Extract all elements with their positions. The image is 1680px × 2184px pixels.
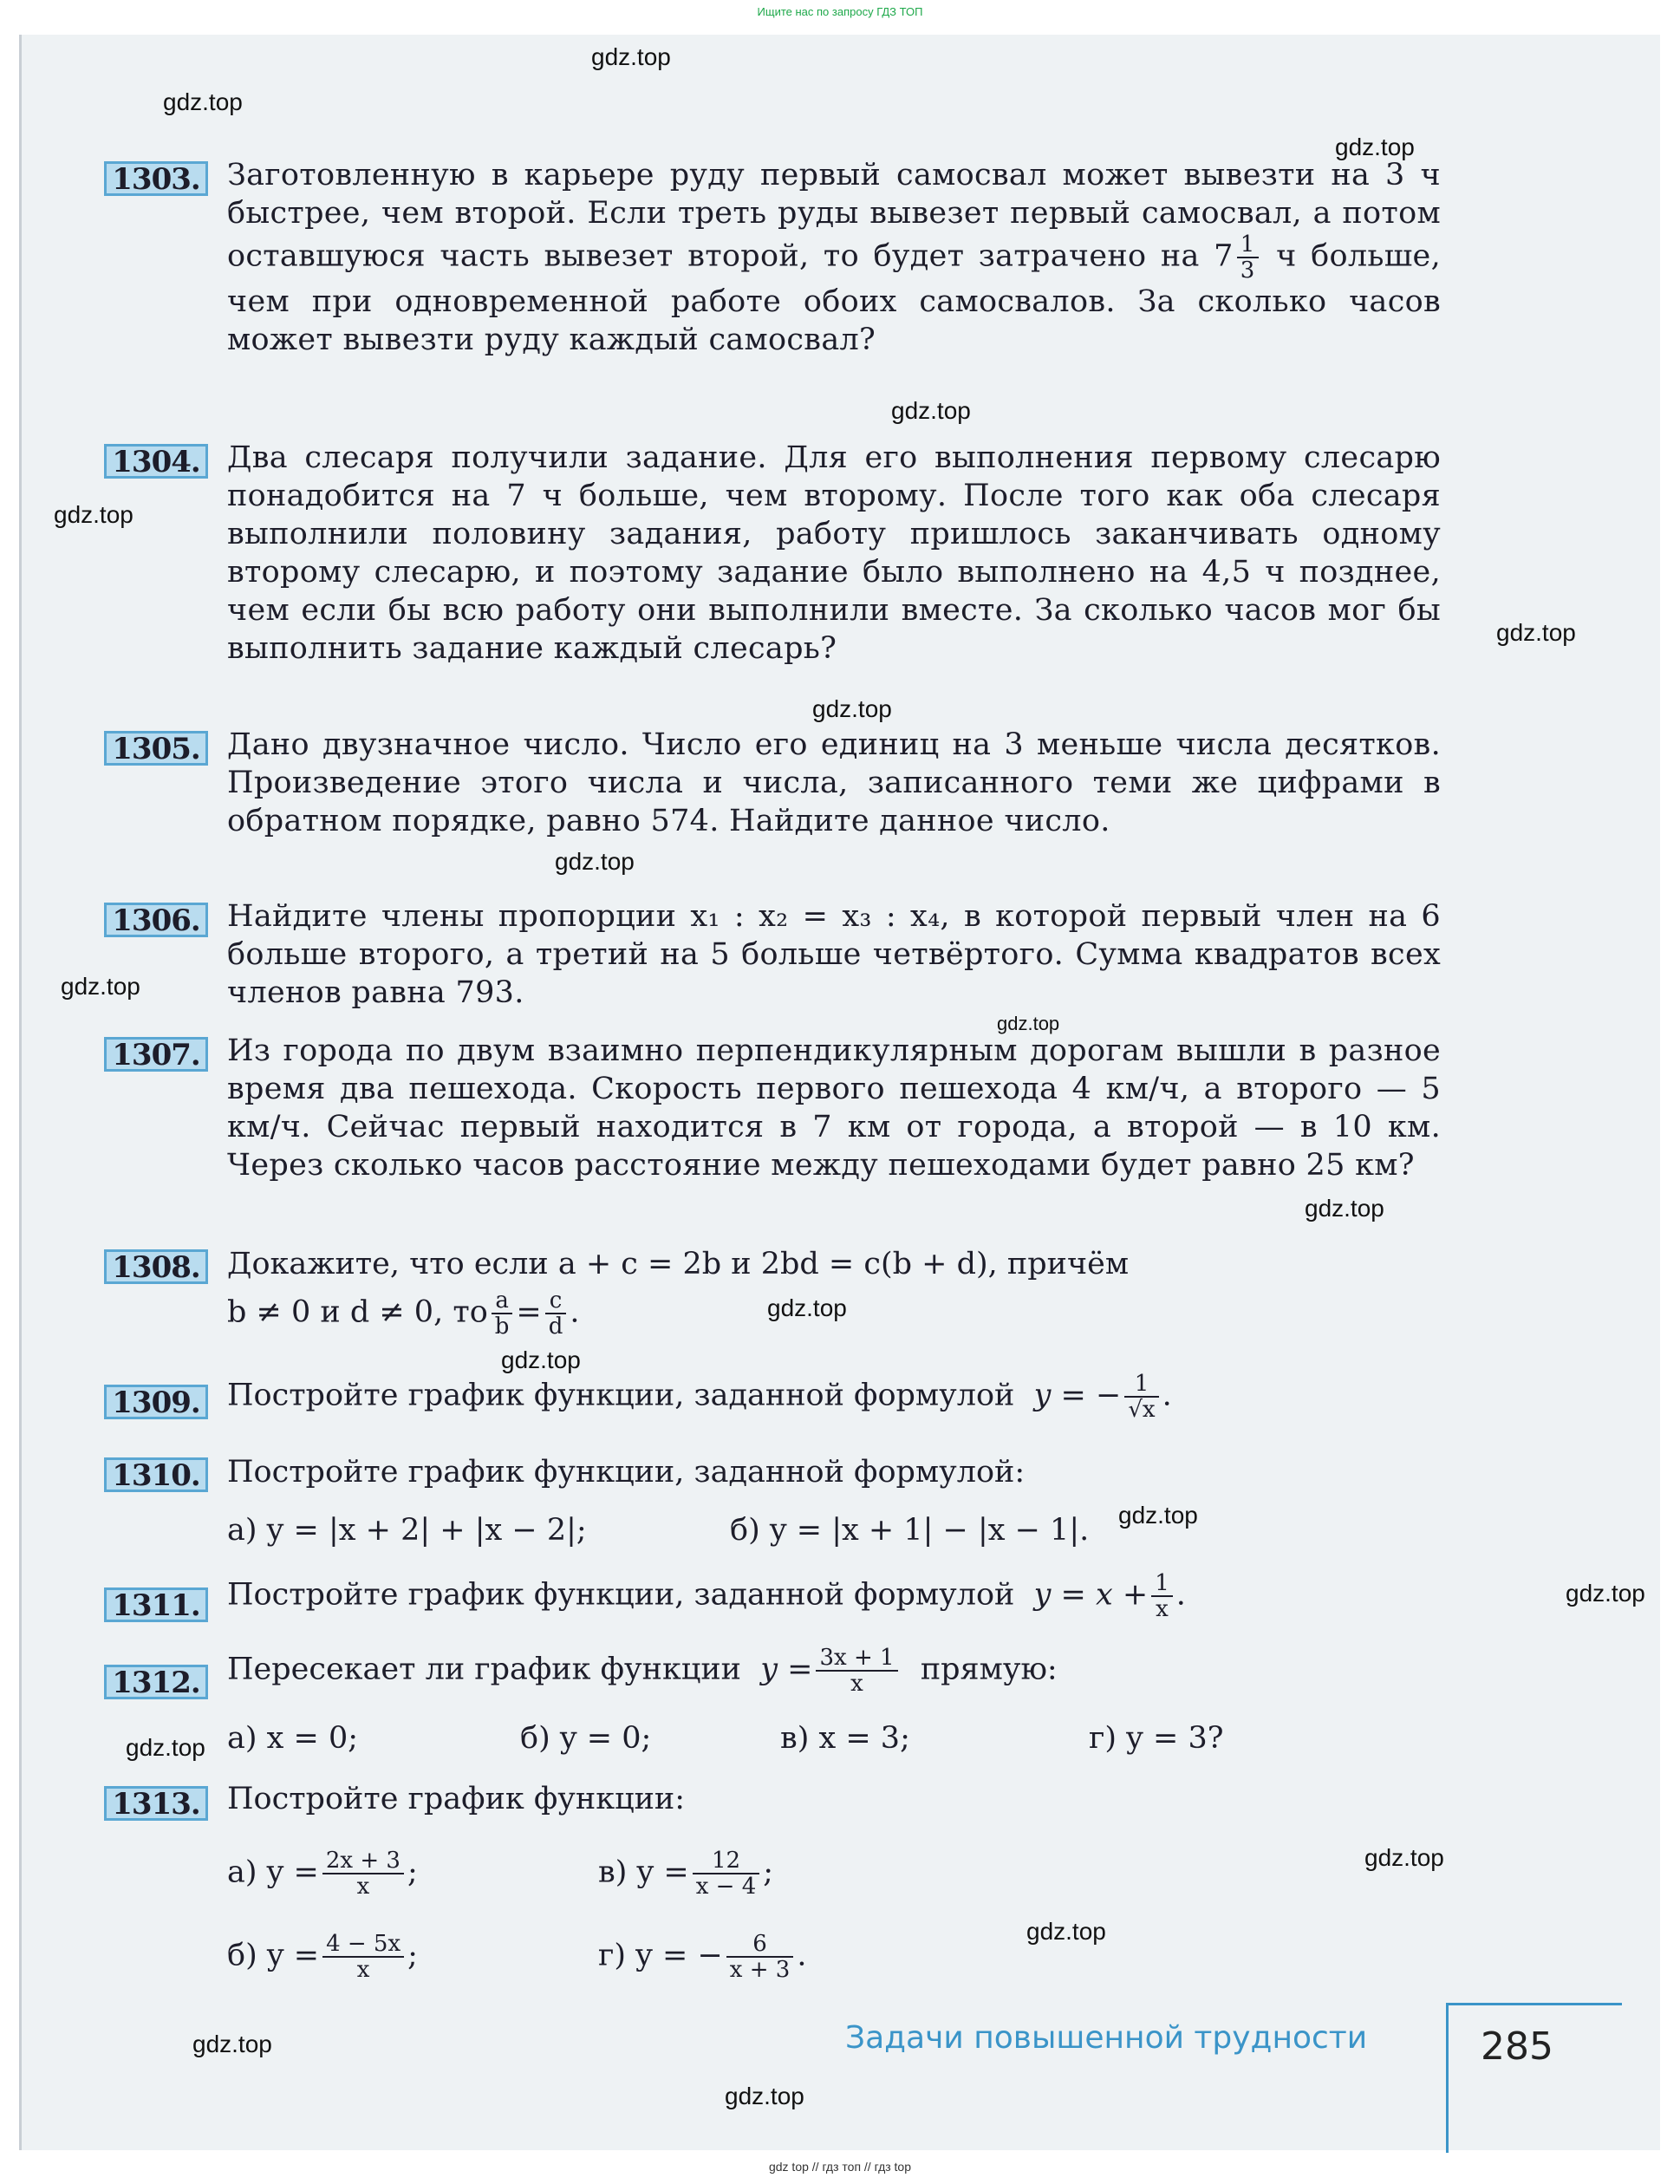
site-watermark: gdz.top: [1566, 1580, 1645, 1607]
problem-text: Постройте график функции, заданной формулой y = − $\frac{1}{√x}$ .: [227, 1371, 1172, 1423]
fraction: $\frac{c}{d}$: [545, 1288, 567, 1339]
problem-text-line2: b ≠ 0 и d ≠ 0, то $\frac{a}{b}$ = $\frac{c}{d}$ .: [227, 1288, 580, 1340]
problem-number: 1311.: [104, 1587, 208, 1622]
site-watermark: gdz.top: [1496, 619, 1576, 646]
fraction: $\frac{6}{x + 3}$: [726, 1932, 794, 1982]
problem-text: Найдите члены пропорции x₁ : x₂ = x₃ : x₄, в которой первый член на 6 больше второго, а третий на 5 больше четвёртого. Сумма квадратов всех членов равна 793.: [227, 899, 1441, 1010]
problem-number: 1306.: [104, 903, 208, 937]
site-watermark: gdz.top: [997, 1013, 1060, 1034]
problem-text: Дано двузначное число. Число его единиц на 3 меньше числа десятков. Произведение этого числа и числа, записанного теми же цифрами в обратном порядке, равно 574. Найдите данное число.: [227, 727, 1441, 838]
site-watermark: gdz.top: [126, 1734, 205, 1761]
sub-item-a: а) y = $\frac{2x + 3}{x}$ ;: [227, 1848, 418, 1900]
problem-number: 1307.: [104, 1037, 208, 1072]
sub-item-a: а) x = 0;: [227, 1721, 359, 1756]
fraction: $\frac{1}{3}$: [1237, 232, 1259, 283]
problem-text: Постройте график функции, заданной формулой:: [227, 1455, 1026, 1490]
problem-text: Заготовленную в карьере руду первый самосвал может вывезти на 3 ч быстрее, чем второй. Если треть руды вывезет первый самосвал, а потом оставшуюся часть вывезет второй, то будет затрачено на 7 $\frac{1}{3}$ ч больше, чем при одновременной работе обоих самосвалов. За сколько часов может вывезти руду каждый самосвал?: [227, 158, 1441, 357]
site-watermark: gdz.top: [891, 397, 971, 424]
site-watermark: gdz.top: [501, 1346, 581, 1373]
problem-text: Докажите, что если a + c = 2b и 2bd = c(b + d), причём: [227, 1247, 1130, 1281]
sub-item-d: г) y = 3?: [1089, 1721, 1224, 1756]
problem-text: Постройте график функции, заданной формулой y = x + $\frac{1}{x}$ .: [227, 1570, 1186, 1622]
site-watermark: gdz.top: [725, 2083, 804, 2109]
sub-item-b: б) y = |x + 1| − |x − 1|.: [730, 1513, 1090, 1548]
site-watermark: gdz.top: [192, 2031, 272, 2057]
site-watermark: gdz.top: [591, 43, 671, 70]
site-watermark: gdz.top: [61, 973, 140, 1000]
site-watermark: gdz.top: [767, 1294, 847, 1321]
problem-text: Два слесаря получили задание. Для его выполнения первому слесарю понадобится на 7 ч больше, чем второму. После того как оба слесаря выполнили половину задания, работу пришлось заканчивать одному второму слесарю, и поэтому задание было выполнено на 4,5 ч позднее, чем если бы всю работу они выполнили вместе. За сколько часов мог бы выполнить задание каждый слесарь?: [227, 440, 1441, 666]
problem-number: 1303.: [104, 161, 208, 196]
sub-item-a: а) y = |x + 2| + |x − 2|;: [227, 1513, 587, 1548]
problem-text: Пересекает ли график функции y = $\frac{3x + 1}{x}$ прямую:: [227, 1645, 1058, 1697]
site-watermark: gdz.top: [555, 848, 635, 875]
sub-item-c: в) x = 3;: [780, 1721, 910, 1756]
problem-text: Постройте график функции:: [227, 1782, 686, 1816]
problem-number: 1304.: [104, 444, 208, 479]
section-title: Задачи повышенной трудности: [845, 2020, 1368, 2056]
problem-number: 1305.: [104, 731, 208, 766]
fraction: $\frac{4 - 5x}{x}$: [322, 1932, 404, 1982]
site-watermark: gdz.top: [54, 501, 133, 528]
problem-number: 1310.: [104, 1457, 208, 1492]
sub-item-b: б) y = $\frac{4 - 5x}{x}$ ;: [227, 1931, 418, 1983]
problem-number: 1309.: [104, 1385, 208, 1419]
fraction: $\frac{12}{x - 4}$: [693, 1848, 760, 1899]
site-watermark: gdz.top: [1305, 1195, 1384, 1222]
sub-item-g: г) y = − $\frac{6}{x + 3}$ .: [598, 1931, 807, 1983]
fraction: $\frac{1}{√x}$: [1124, 1372, 1158, 1422]
problem-text: Из города по двум взаимно перпендикулярным дорогам вышли в разное время два пешехода. Скорость первого пешехода 4 км/ч, а второго — 5 км/ч. Сейчас первый находится в 7 км от города, а второй — в 10 км. Через сколько часов расстояние между пешеходами будет равно 25 км?: [227, 1033, 1441, 1183]
site-watermark: gdz.top: [1026, 1918, 1106, 1945]
sub-item-b: б) y = 0;: [520, 1721, 652, 1756]
site-watermark: gdz.top: [1364, 1844, 1444, 1871]
site-watermark: gdz.top: [163, 88, 243, 115]
site-watermark: gdz.top: [1335, 134, 1415, 160]
bottom-watermark: gdz top // гдз топ // гдз top: [768, 2160, 912, 2174]
top-watermark: Ищите нас по запросу ГДЗ ТОП: [757, 5, 923, 18]
fraction: $\frac{a}{b}$: [492, 1288, 513, 1339]
problem-number: 1313.: [104, 1786, 208, 1821]
page-number: 285: [1481, 2024, 1553, 2069]
problem-number: 1308.: [104, 1249, 208, 1284]
site-watermark: gdz.top: [1118, 1502, 1198, 1529]
problem-number: 1312.: [104, 1665, 208, 1699]
fraction: $\frac{1}{x}$: [1151, 1571, 1173, 1621]
site-watermark: gdz.top: [812, 695, 892, 722]
fraction: $\frac{3x + 1}{x}$: [816, 1646, 897, 1696]
fraction: $\frac{2x + 3}{x}$: [322, 1848, 404, 1899]
sub-item-v: в) y = $\frac{12}{x - 4}$ ;: [598, 1848, 774, 1900]
